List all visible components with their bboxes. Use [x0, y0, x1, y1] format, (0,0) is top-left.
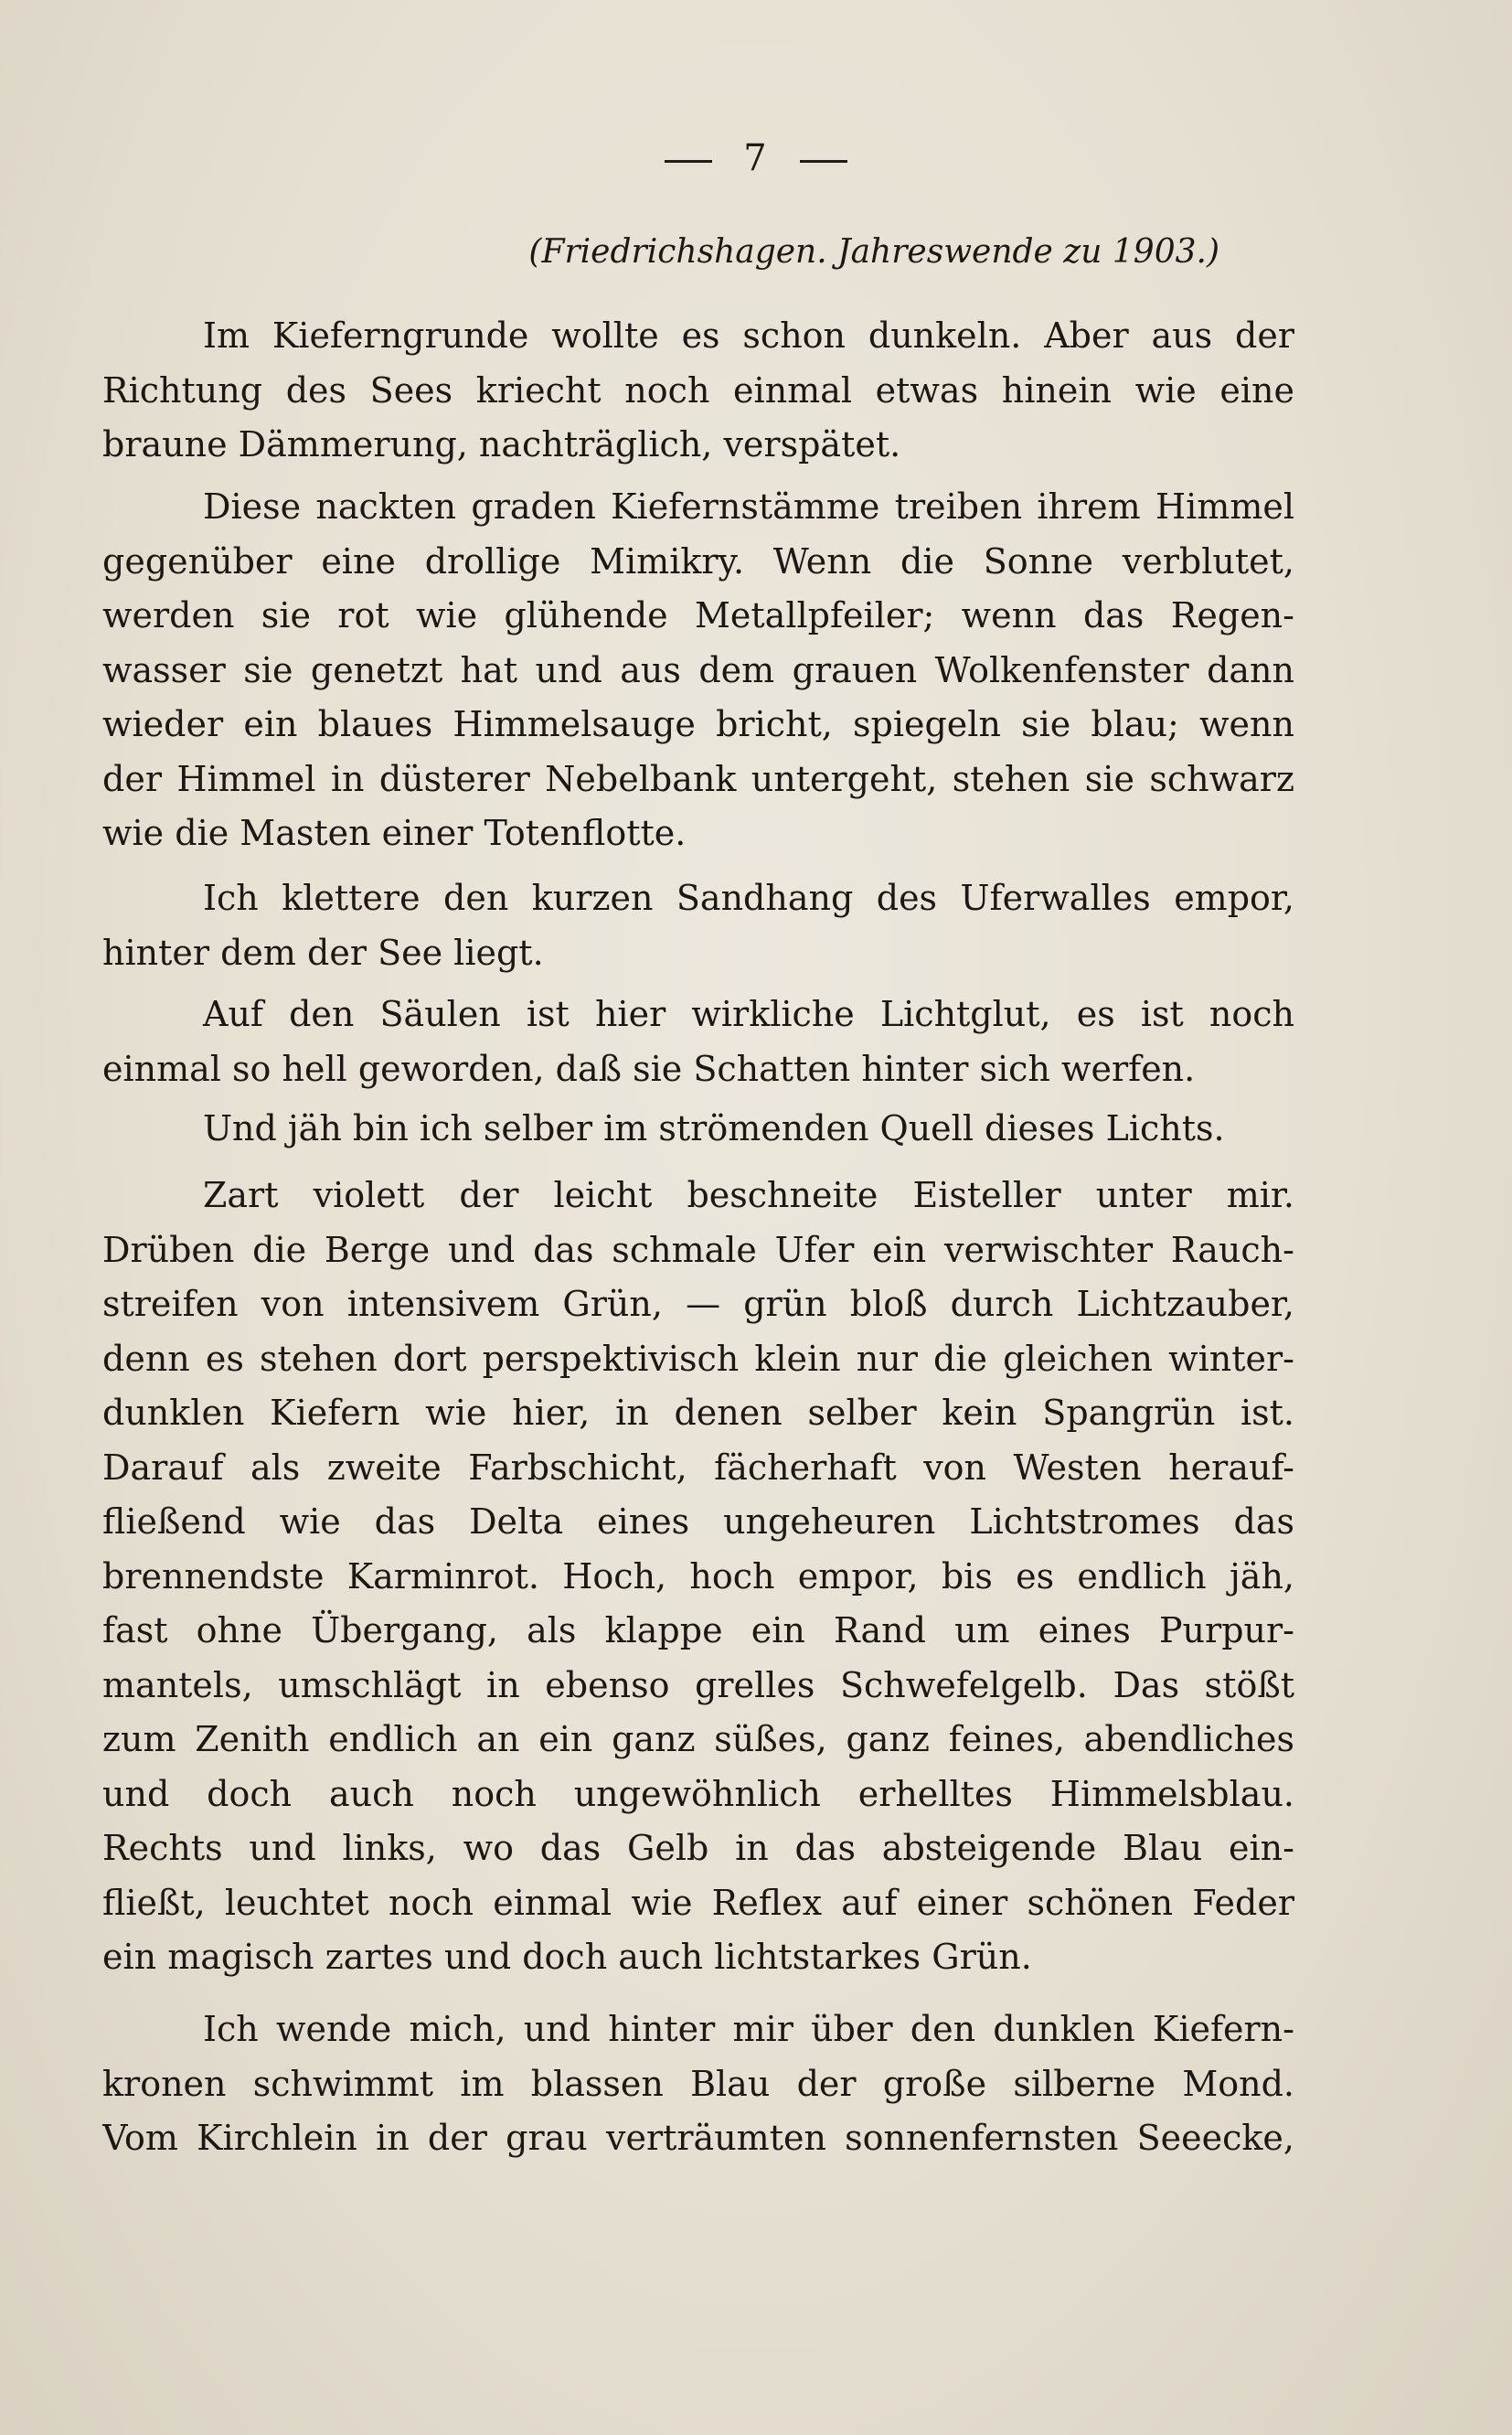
text-line: Drüben die Berge und das schmale Ufer ein verwischter Rauch- — [102, 1229, 1294, 1270]
text-line: streifen von intensivem Grün, — grün bloß durch Lichtzauber, — [102, 1284, 1294, 1324]
text-line: wieder ein blaues Himmelsauge bricht, spiegeln sie blau; wenn — [102, 704, 1294, 744]
text-line: einmal so hell geworden, daß sie Schatten hinter sich werfen. — [102, 1048, 1196, 1089]
text-line: fließt, leuchtet noch einmal wie Reflex auf einer schönen Feder — [102, 1882, 1294, 1923]
text-line: wasser sie genetzt hat und aus dem grauen Wolkenfenster dann — [102, 649, 1294, 690]
text-line: brennendste Karminrot. Hoch, hoch empor, bis es endlich jäh, — [102, 1555, 1294, 1597]
paragraph-5 — [102, 1102, 1294, 1157]
text-line: kronen schwimmt im blassen Blau der große silberne Mond. — [102, 2063, 1294, 2104]
text-line: wie die Masten einer Totenflotte. — [102, 813, 687, 853]
text-line: Im Kieferngrunde wollte es schon dunkeln. Aber aus der — [203, 315, 1294, 356]
text-line: denn es stehen dort perspektivisch klein nur die gleichen winter- — [102, 1338, 1294, 1379]
text-line: der Himmel in düsterer Nebelbank untergeht, stehen sie schwarz — [102, 758, 1294, 799]
text-line: Ich klettere den kurzen Sandhang des Uferwalles empor, — [203, 878, 1294, 918]
text-line: Vom Kirchlein in der grau verträumten sonnenfernsten Seeecke, — [102, 2118, 1294, 2158]
text-line: Diese nackten graden Kiefernstämme treiben ihrem Himmel — [203, 486, 1294, 527]
text-line: Auf den Säulen ist hier wirkliche Lichtglut, es ist noch — [203, 994, 1294, 1034]
text-line: fließend wie das Delta eines ungeheuren Lichtstromes das — [102, 1501, 1294, 1542]
paragraph-1 — [102, 309, 1294, 473]
paragraph-2 — [102, 480, 1294, 861]
text-line: dunklen Kiefern wie hier, in denen selber kein Spangrün ist. — [102, 1393, 1294, 1433]
paragraph-7 — [102, 2002, 1294, 2166]
paragraph-3 — [102, 871, 1294, 980]
text-line: gegenüber eine drollige Mimikry. Wenn die Sonne verblutet, — [102, 540, 1294, 582]
page-header — [0, 137, 1512, 179]
text-line: hinter dem der See liegt. — [102, 932, 544, 973]
text-line: Zart violett der leicht beschneite Eisteller unter mir. — [203, 1175, 1294, 1215]
text-line: Rechts und links, wo das Gelb in das absteigende Blau ein- — [102, 1828, 1294, 1868]
text-line: Darauf als zweite Farbschicht, fächerhaft von Westen herauf- — [102, 1447, 1294, 1488]
text-line: Richtung des Sees kriecht noch einmal etwas hinein wie eine — [102, 369, 1294, 411]
text-line: Ich wende mich, und hinter mir über den dunklen Kiefern- — [203, 2009, 1294, 2049]
dateline: (Friedrichshagen. Jahreswende zu 1903.) — [528, 233, 1219, 271]
page-number: 7 — [743, 137, 769, 179]
text-line: Und jäh bin ich selber im strömenden Quell dieses Lichts. — [203, 1108, 1225, 1148]
paragraph-6 — [102, 1169, 1294, 1985]
text-line: werden sie rot wie glühende Metallpfeiler; wenn das Regen- — [102, 595, 1294, 635]
header-dash-left — [665, 160, 712, 163]
text-line: mantels, umschlägt in ebenso grelles Schwefelgelb. Das stößt — [102, 1664, 1294, 1705]
text-line: zum Zenith endlich an ein ganz süßes, ganz feines, abendliches — [102, 1719, 1294, 1759]
header-dash-right — [800, 160, 847, 163]
text-line: fast ohne Übergang, als klappe ein Rand um eines Purpur- — [102, 1610, 1294, 1650]
paragraph-4 — [102, 988, 1294, 1096]
text-line: braune Dämmerung, nachträglich, verspätet. — [102, 424, 901, 465]
text-line: ein magisch zartes und doch auch lichtstarkes Grün. — [102, 1937, 1032, 1977]
text-line: und doch auch noch ungewöhnlich erhelltes Himmelsblau. — [102, 1773, 1294, 1814]
